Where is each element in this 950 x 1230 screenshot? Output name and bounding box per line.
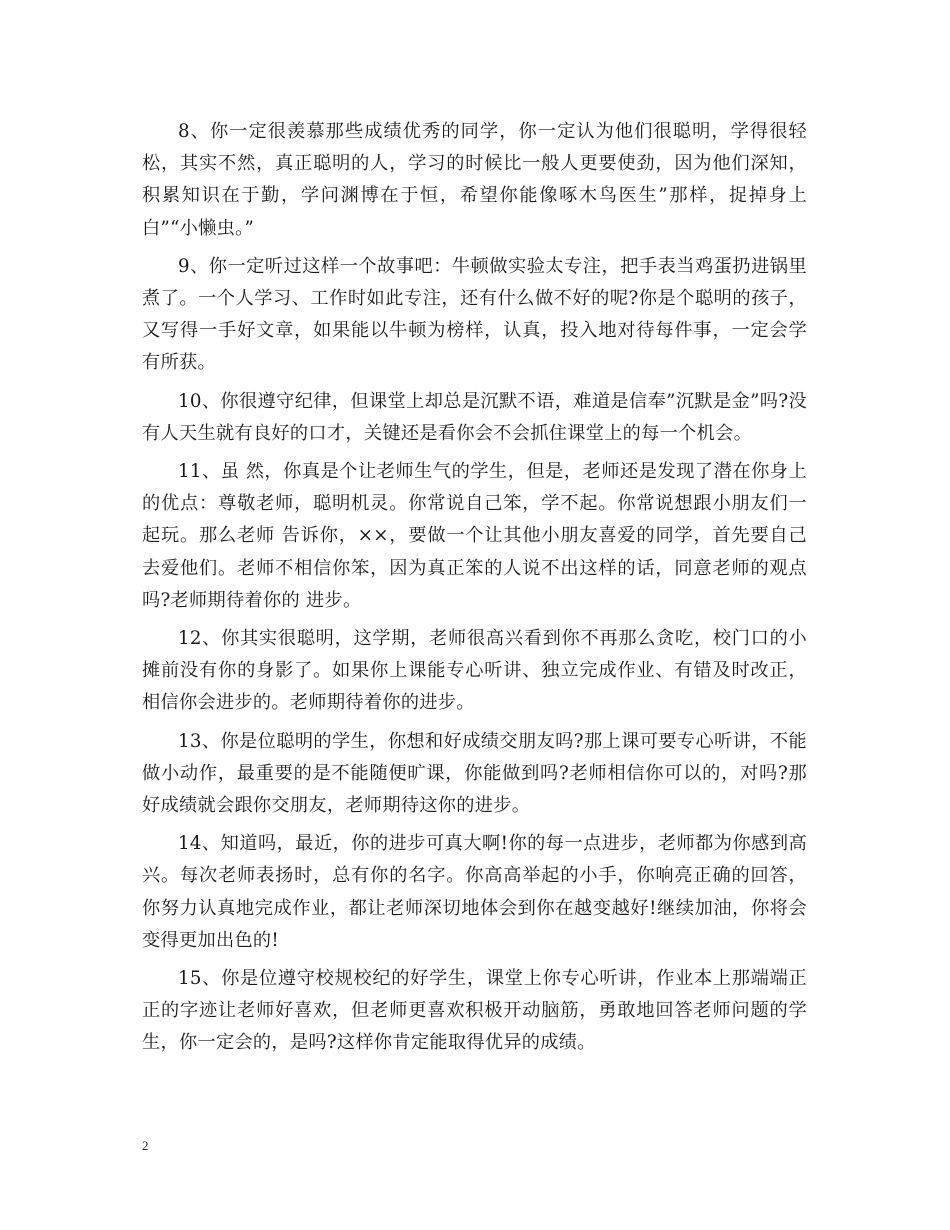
paragraph-15: 15、你是位遵守校规校纪的好学生，课堂上你专心听讲，作业本上那端端正正的字迹让老师好喜欢，但老师更喜欢积极开动脑筋，勇敢地回答老师问题的学生，你一定会的，是吗?这样你肯定能取得优异的成绩。 bbox=[142, 968, 807, 1054]
paragraph-14: 14、知道吗，最近，你的进步可真大啊!你的每一点进步，老师都为你感到高兴。每次老师表扬时，总有你的名字。你高高举起的小手，你响亮正确的回答，你努力认真地完成作业，都让老师深切地体会到你在越变越好!继续加油，你将会变得更加出色的! bbox=[142, 833, 807, 951]
page-number: 2 bbox=[142, 1138, 149, 1153]
paragraph-13: 13、你是位聪明的学生，你想和好成绩交朋友吗?那上课可要专心听讲，不能做小动作，最重要的是不能随便旷课，你能做到吗?老师相信你可以的，对吗?那好成绩就会跟你交朋友，老师期待这你的进步。 bbox=[142, 730, 807, 817]
paragraph-8: 8、你一定很羡慕那些成绩优秀的同学，你一定认为他们很聪明，学得很轻松，其实不然，真正聪明的人，学习的时候比一般人更要使劲，因为他们深知，积累知识在于勤，学问渊博在于恒，希望你能像啄木鸟医生”那样，捉掉身上白”“小懒虫。” bbox=[142, 121, 807, 239]
paragraph-11: 11、虽 然，你真是个让老师生气的学生，但是，老师还是发现了潜在你身上的优点：尊敬老师，聪明机灵。你常说自己笨，学不起。你常说想跟小朋友们一起玩。那么老师 告诉你，××，要做一个让其他小朋友喜爱的同学，首先要自己去爱他们。老师不相信你笨，因为真正笨的人说不出这样的话，同意老师的观点吗?老师期待着你的 进步。 bbox=[142, 461, 807, 611]
document-body bbox=[142, 116, 807, 1066]
paragraph-10: 10、你很遵守纪律，但课堂上却总是沉默不语，难道是信奉”沉默是金”吗?没有人天生就有良好的口才，关键还是看你会不会抓住课堂上的每一个机会。 bbox=[142, 390, 807, 444]
paragraph-9: 9、你一定听过这样一个故事吧：牛顿做实验太专注，把手表当鸡蛋扔进锅里煮了。一个人学习、工作时如此专注，还有什么做不好的呢?你是个聪明的孩子，又写得一手好文章，如果能以牛顿为榜样，认真，投入地对待每件事，一定会学有所获。 bbox=[142, 255, 807, 374]
paragraph-12: 12、你其实很聪明，这学期，老师很高兴看到你不再那么贪吃，校门口的小摊前没有你的身影了。如果你上课能专心听讲、独立完成作业、有错及时改正，相信你会进步的。老师期待着你的进步。 bbox=[142, 628, 807, 714]
